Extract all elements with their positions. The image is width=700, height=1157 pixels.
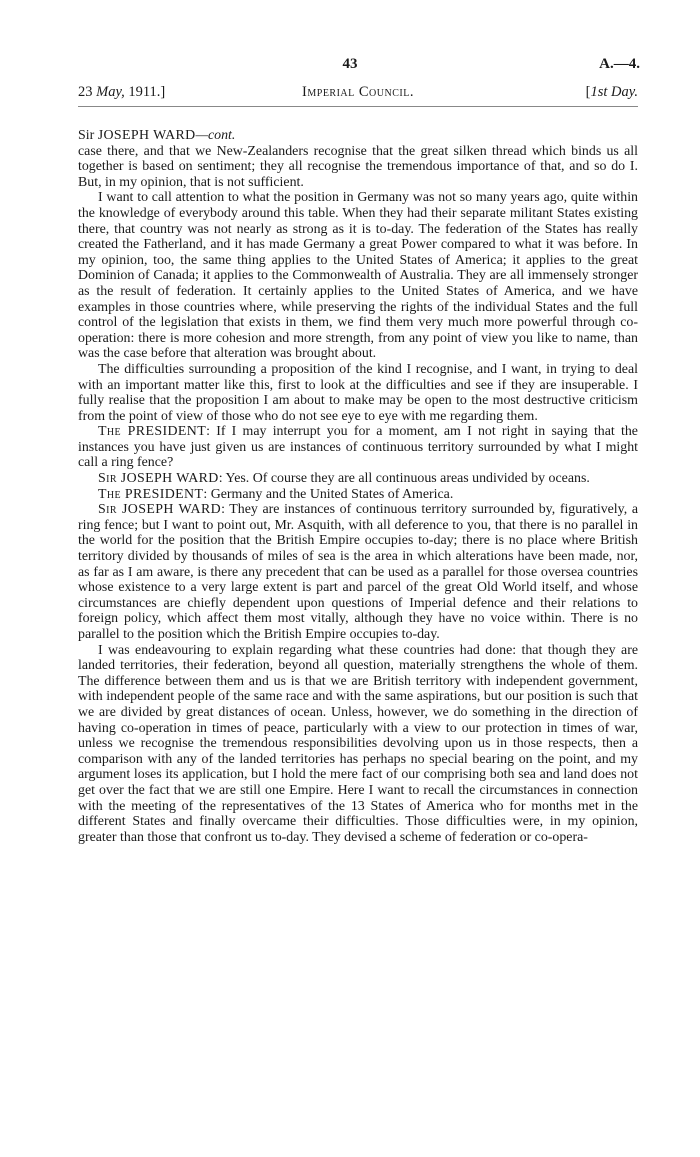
speech-text: : They are instances of continuous territory surrounded by, figuratively, a ring fence; but I want to point out, Mr. Asquith, with all deference to you, that there is no parallel in the world for the position that the British Empire occupies to-day; there is no place where British territory divided by thousands of miles of sea is the area in which alterations have been made, nor, as far as I am aware, is there any precedent that can be used as a parallel for those oversea countries whose existence to a very large extent is part and parcel of the great Old World itself, and whose circumstances are chiefly dependent upon questions of Imperial defence and their relations to foreign policy, which affect them most vitally, although they have no voice within. There is no parallel to the position which the British Empire occupies to-day. bbox=[78, 502, 638, 642]
dialogue-paragraph bbox=[78, 502, 638, 642]
date-month: May, bbox=[96, 84, 125, 100]
day-bracket: [ bbox=[585, 84, 591, 100]
speaker-name: The PRESIDENT bbox=[98, 424, 207, 440]
speaker-continuation bbox=[78, 128, 638, 144]
page-number: 43 bbox=[342, 56, 358, 72]
speaker-prefix: Sir bbox=[78, 128, 98, 143]
dialogue-paragraph bbox=[78, 487, 638, 503]
date-year: 1911.] bbox=[128, 84, 166, 100]
dialogue-paragraph bbox=[78, 424, 638, 471]
date-day: 23 bbox=[78, 84, 93, 100]
dialogue-paragraph bbox=[78, 471, 638, 487]
speaker-name: JOSEPH WARD bbox=[97, 128, 196, 143]
paragraph: case there, and that we New-Zealanders recognise that the great silken thread which binds us all together is based on sentiment; they all recognise the tremendous importance of that, and so do I. But, in my opinion, that is not sufficient. bbox=[78, 143, 638, 190]
speaker-name: The PRESIDENT bbox=[98, 486, 204, 502]
body-text bbox=[78, 128, 638, 845]
paragraph: The difficulties surrounding a proposition of the kind I recognise, and I want, in trying to deal with an important matter like this, first to look at the difficulties and see if they are insuperable. I fully realise that the proposition I am about to make may be open to the most destructive criticism from the point of view of those who do not see eye to eye with me regarding them. bbox=[78, 361, 638, 424]
speaker-name: Sir JOSEPH WARD bbox=[98, 502, 222, 518]
paragraph: I was endeavouring to explain regarding what these countries had done: that though they are landed territories, their federation, beyond all question, materially strengthens the whole of them. The difference between them and us is that we are British territory with independent government, with independent people of the same race and with the same aspirations, but our position is such that we are divided by great distances of ocean. Unless, however, we do something in the direction of having co-operation in times of peace, particularly with a view to our protection in times of war, unless we recognise the tremendous responsibilities devolving upon us in those respects, then a comparison with any of the landed territories has perhaps no special bearing on the point, and my argument loses its application, but I hold the mere fact of our comprising both sea and land does not get over the fact that we are still one Empire. Here I want to recall the circumstances in connection with the meeting of the representatives of the 13 States of America who for months met in the different States and finally overcame their difficulties. Those difficulties were, in my opinion, greater than those that confront us to-day. They devised a scheme of federation or co-opera- bbox=[78, 642, 638, 845]
council-title: Imperial Council. bbox=[302, 84, 414, 100]
speech-text: : Yes. Of course they are all continuous areas undivided by oceans. bbox=[218, 471, 590, 487]
speech-text: : If I may interrupt you for a moment, am I not right in saying that the instances you have just given us are instances of continuous territory surrounded by what I might call a ring fence? bbox=[78, 424, 638, 471]
speaker-cont-suffix: —cont. bbox=[195, 128, 236, 143]
running-header bbox=[78, 84, 638, 107]
speech-text: : Germany and the United States of America. bbox=[203, 486, 454, 502]
session-day bbox=[586, 84, 638, 101]
day-label: 1st Day. bbox=[590, 84, 638, 100]
document-reference: A.—4. bbox=[599, 56, 640, 72]
paragraph: I want to call attention to what the position in Germany was not so many years ago, quite within the knowledge of everybody around this table. When they had their separate militant States existing there, that country was not nearly as strong as it is to-day. The federation of the States has really created the Fatherland, and it has made Germany a great Power compared to what it was before. In my opinion, too, the same thing applies to the United States of America; it applies to the great Dominion of Canada; it applies to the Commonwealth of Australia. They are all immensely stronger as the result of federation. It certainly applies to the United States of America, and we have examples in those countries where, while preserving the rights of the individual States and the full control of the legislation that exists in them, we find them very much more powerful through co-operation: there is more cohesion and more strength, from any point of view you like to name, than was the case before that alteration was brought about. bbox=[78, 190, 638, 362]
speaker-name: Sir JOSEPH WARD bbox=[98, 471, 219, 487]
